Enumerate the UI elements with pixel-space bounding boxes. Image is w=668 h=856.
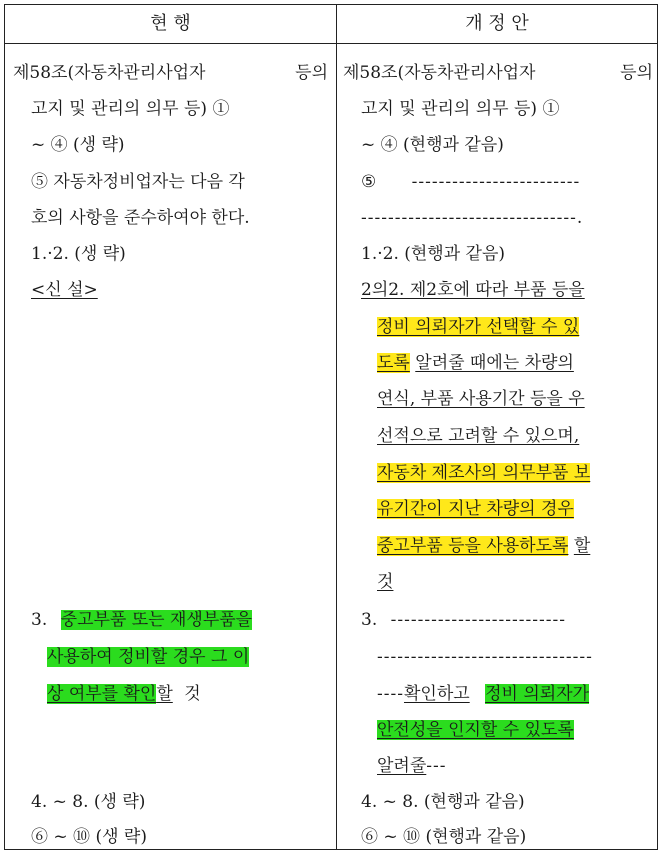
right-new-item-line-9: 것 xyxy=(377,572,394,592)
left-item-3-number: 3. xyxy=(31,610,48,630)
right-new-item-line-7 xyxy=(377,497,574,521)
right-line-items-6-10: ⑥ ~ ⑩ (현행과 같음) xyxy=(361,827,527,847)
right-item-3-line-1 xyxy=(361,608,566,632)
right-item-3-highlight-2: 안전성을 인지할 수 있도록 xyxy=(377,720,574,740)
right-line-2: 고지 및 관리의 의무 등) ① xyxy=(361,99,560,119)
right-line-3: ~ ④ (현행과 같음) xyxy=(361,135,504,155)
right-new-item-text-3: 알려줄 때에는 차량의 xyxy=(415,353,574,373)
right-item-3-dash-2: ---- xyxy=(377,684,404,704)
right-item-3-line-5 xyxy=(377,754,447,778)
right-line-items-4-8: 4. ~ 8. (현행과 같음) xyxy=(361,792,525,812)
left-item-3-line-1 xyxy=(31,608,252,632)
right-new-item-line-8 xyxy=(377,534,590,558)
right-item-3-number: 3. xyxy=(361,610,378,630)
left-line-3: ~ ④ (생 략) xyxy=(31,135,125,155)
right-article-title: 제58조(자동차관리사업자 xyxy=(343,63,536,83)
right-new-item-highlight-5: 중고부품 등을 사용하도록 xyxy=(377,536,569,556)
left-line-6: 1.·2. (생 략) xyxy=(31,244,126,264)
right-line-5: --------------------------------. xyxy=(361,208,584,228)
right-new-item-line-2 xyxy=(377,315,579,339)
left-line-4: ⑤ 자동차정비업자는 다음 각 xyxy=(31,172,245,192)
right-item-3-dash: -------------------------- xyxy=(390,610,566,630)
right-new-item-line-3 xyxy=(377,351,574,375)
left-line-1 xyxy=(13,61,328,85)
right-item-3-underline-1: 확인하고 xyxy=(403,684,470,704)
right-new-item-highlight-1: 정비 의뢰자가 선택할 수 있 xyxy=(377,317,580,337)
right-para-5-number: ⑤ xyxy=(361,172,377,192)
header-divider xyxy=(5,43,657,44)
left-article-title-end: 등의 xyxy=(295,63,328,83)
right-item-3-dash-3: --- xyxy=(426,756,447,776)
right-line-1 xyxy=(343,61,653,85)
right-line-6: 1.·2. (현행과 같음) xyxy=(361,244,506,264)
comparison-table xyxy=(4,4,658,850)
right-item-3-underline-2: 알려줄 xyxy=(377,756,427,776)
right-line-4 xyxy=(361,170,580,194)
right-new-item-line-1: 2의2. 제2호에 따라 부품 등을 xyxy=(361,280,585,300)
left-item-3-line-2 xyxy=(47,645,249,669)
right-new-item-text-8: 할 xyxy=(573,536,591,556)
left-article-title: 제58조(자동차관리사업자 xyxy=(13,63,206,83)
right-new-item-highlight-4: 유기간이 지난 차량의 경우 xyxy=(377,499,574,519)
left-item-3-highlight-2: 사용하여 정비할 경우 그 이 xyxy=(47,647,250,667)
left-item-3-tail: 것 xyxy=(184,684,201,704)
left-item-3-line-3 xyxy=(47,682,201,706)
right-item-3-line-2: -------------------------------- xyxy=(377,647,593,667)
right-article-title-end: 등의 xyxy=(620,63,653,83)
right-new-item-line-6 xyxy=(377,461,590,485)
left-item-3-highlight-3: 상 여부를 확인 xyxy=(47,684,157,704)
right-item-3-line-3 xyxy=(377,682,589,706)
left-line-items-6-10: ⑥ ~ ⑩ (생 략) xyxy=(31,827,147,847)
left-item-3-highlight: 중고부품 또는 재생부품을 xyxy=(60,610,253,630)
header-revised: 개 정 안 xyxy=(465,13,529,34)
right-new-item-line-4: 연식, 부품 사용기간 등을 우 xyxy=(377,389,585,409)
left-line-items-4-8: 4. ~ 8. (생 략) xyxy=(31,792,146,812)
right-item-3-highlight-1: 정비 의뢰자가 xyxy=(485,684,590,704)
left-line-2: 고지 및 관리의 의무 등) ① xyxy=(31,99,230,119)
right-dash-1: ------------------------- xyxy=(411,172,581,192)
right-item-3-line-4 xyxy=(377,718,574,742)
left-new-marker: <신 설> xyxy=(31,280,98,300)
right-new-item-highlight-2: 도록 xyxy=(377,353,410,373)
left-line-5: 호의 사항을 준수하여야 한다. xyxy=(31,208,250,228)
left-item-3-underline: 할 xyxy=(156,684,173,704)
column-divider xyxy=(336,5,337,849)
right-new-item-highlight-3: 자동차 제조사의 의무부품 보 xyxy=(377,463,591,483)
header-current: 현 행 xyxy=(150,13,191,34)
right-new-item-line-5: 선적으로 고려할 수 있으며, xyxy=(377,426,580,446)
